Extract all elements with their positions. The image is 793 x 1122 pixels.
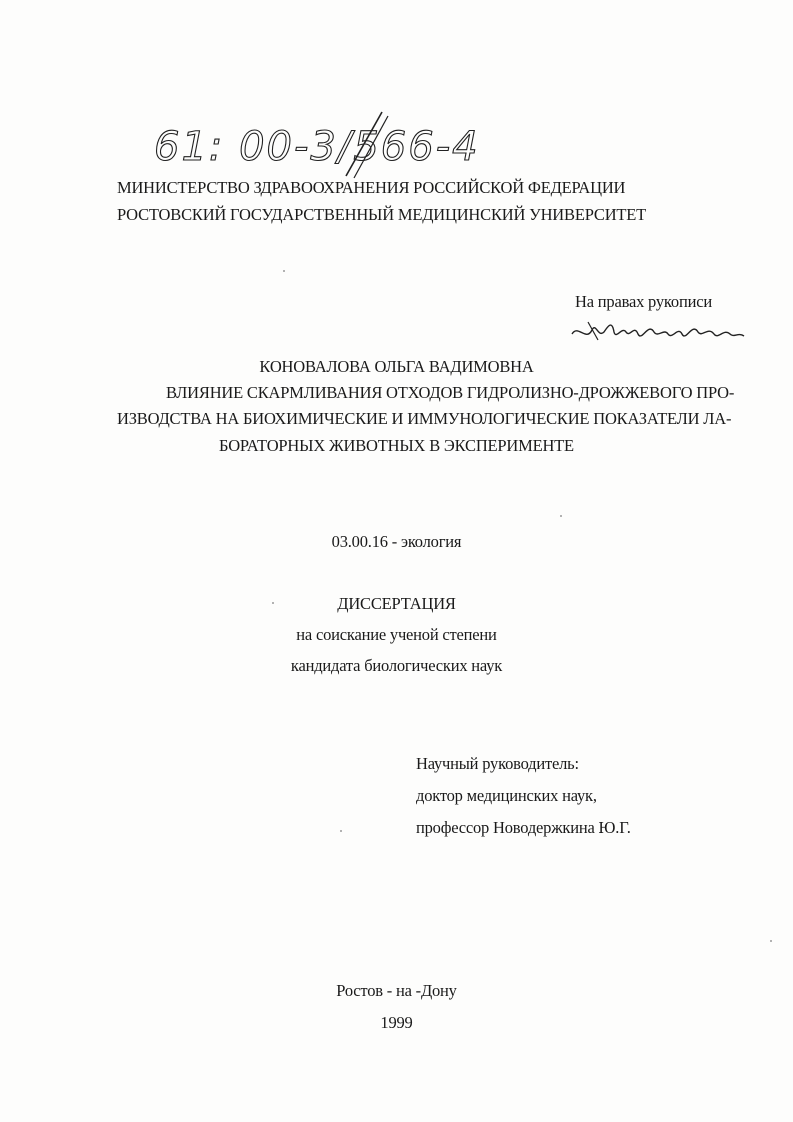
scan-speck: [560, 515, 562, 517]
year: 1999: [380, 1013, 413, 1032]
degree-purpose: на соискание ученой степени: [296, 625, 497, 644]
degree-type: кандидата биологических наук: [290, 656, 503, 675]
university-heading: РОСТОВСКИЙ ГОСУДАРСТВЕННЫЙ МЕДИЦИНСКИЙ УНИВЕРСИТЕТ: [117, 205, 647, 224]
title-line-1: ВЛИЯНИЕ СКАРМЛИВАНИЯ ОТХОДОВ ГИДРОЛИЗНО-ДРОЖЖЕВОГО ПРО-: [166, 383, 735, 402]
title-line-3: БОРАТОРНЫХ ЖИВОТНЫХ В ЭКСПЕРИМЕНТЕ: [219, 436, 574, 455]
city: Ростов - на -Дону: [336, 981, 457, 1000]
handwritten-archive-number: [150, 104, 510, 184]
specialty-code: 03.00.16 - экология: [331, 532, 462, 551]
dissertation-label: ДИССЕРТАЦИЯ: [337, 594, 456, 613]
author-signature: [568, 312, 748, 352]
scan-speck: [283, 270, 285, 272]
supervisor-name: профессор Новодержкина Ю.Г.: [416, 818, 631, 837]
supervisor-label: Научный руководитель:: [416, 754, 579, 773]
scan-speck: [340, 830, 342, 832]
ministry-heading: МИНИСТЕРСТВО ЗДРАВООХРАНЕНИЯ РОССИЙСКОЙ ФЕДЕРАЦИИ: [117, 178, 626, 197]
rights-note: На правах рукописи: [575, 292, 712, 311]
archive-number-text: 61: 00-3/566-4: [154, 124, 480, 170]
supervisor-degree: доктор медицинских наук,: [416, 786, 597, 805]
scan-speck: [770, 940, 772, 942]
scan-speck: [272, 602, 274, 604]
title-line-2: ИЗВОДСТВА НА БИОХИМИЧЕСКИЕ И ИММУНОЛОГИЧЕСКИЕ ПОКАЗАТЕЛИ ЛА-: [117, 409, 732, 428]
author-name: КОНОВАЛОВА ОЛЬГА ВАДИМОВНА: [259, 357, 534, 376]
